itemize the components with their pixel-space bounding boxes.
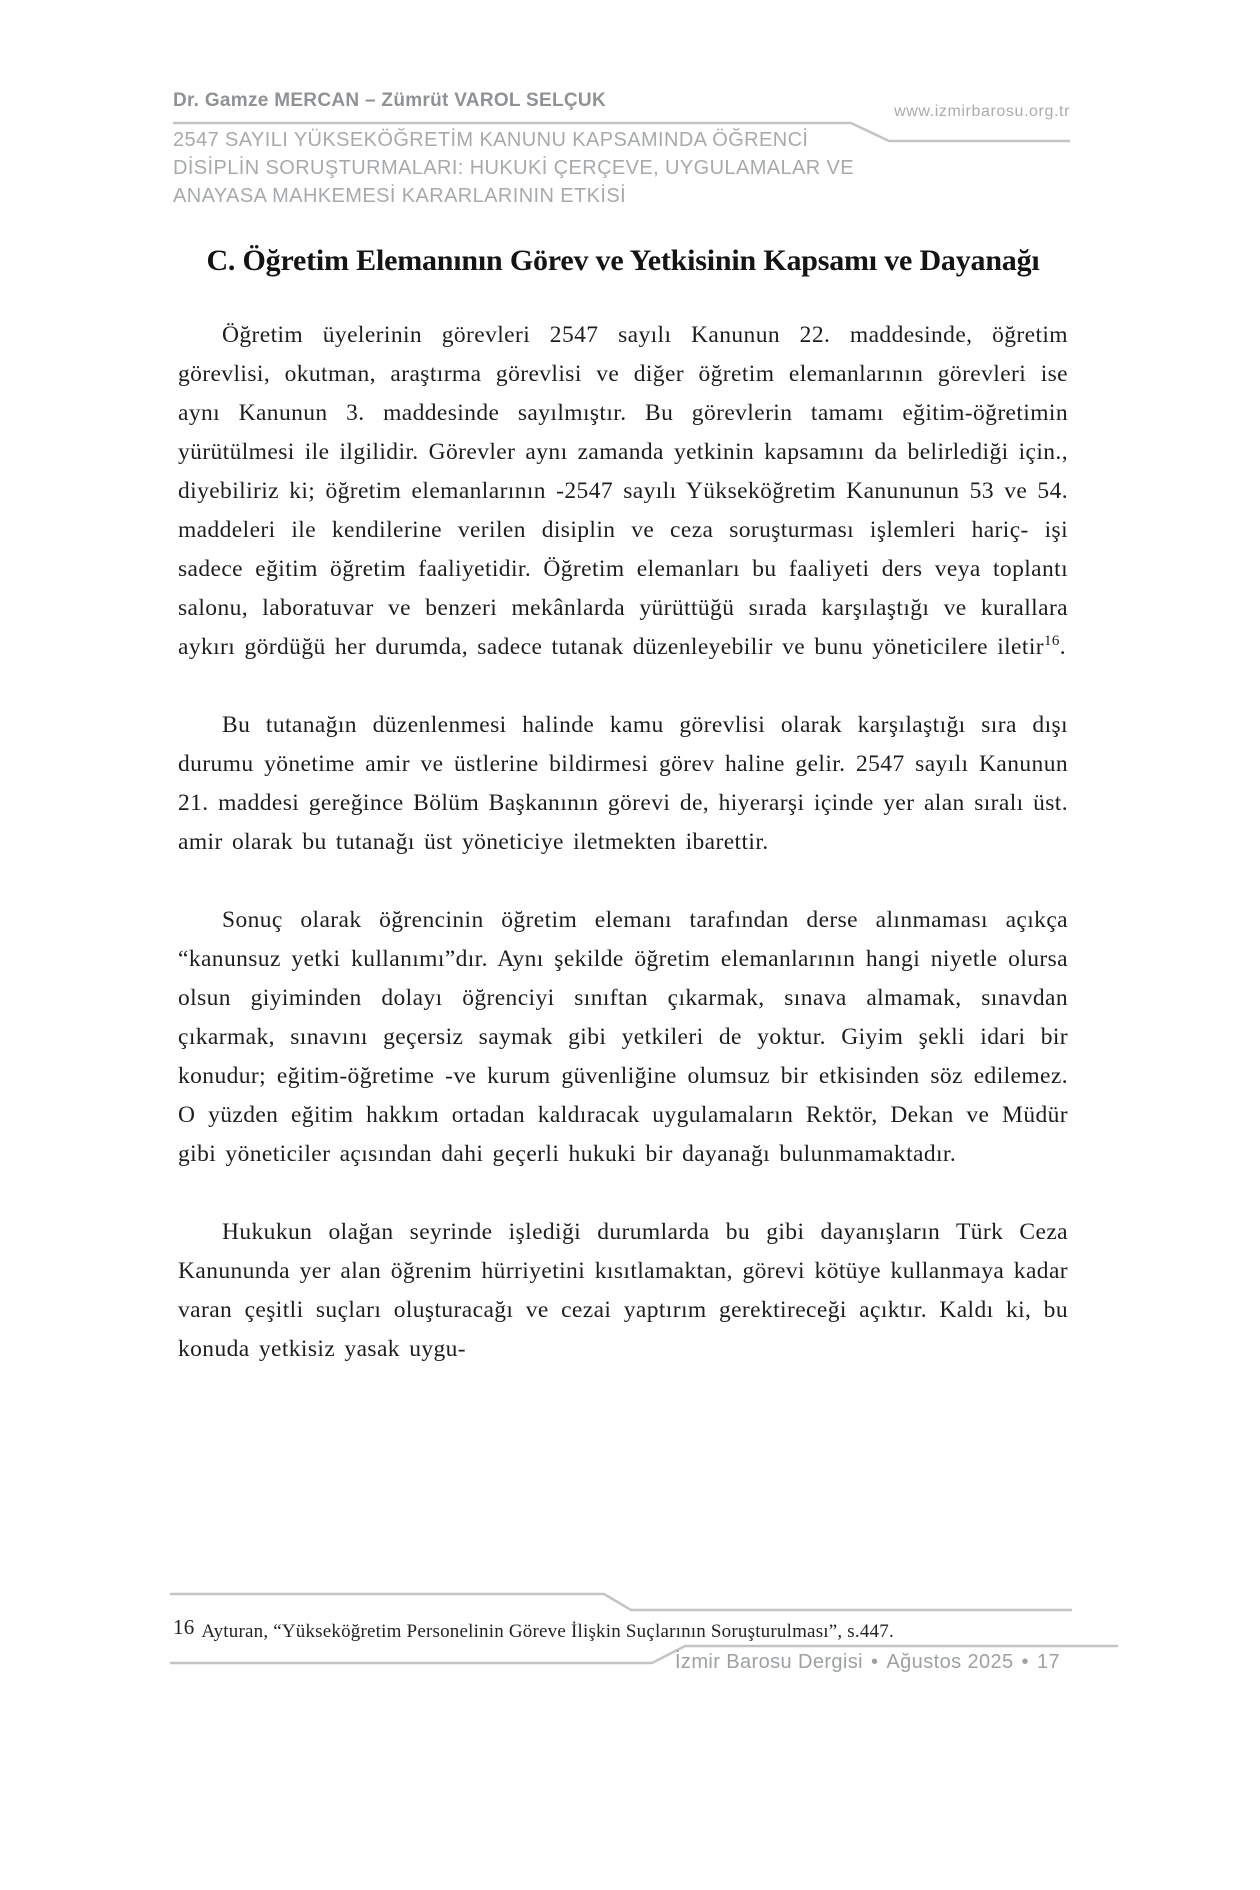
section-heading: C. Öğretim Elemanının Görev ve Yetkisinin Kapsamı ve Dayanağı (206, 244, 1040, 277)
website-url: www.izmirbarosu.org.tr (894, 103, 1070, 120)
page-number: 17 (1036, 1651, 1060, 1673)
footnote (173, 1615, 1073, 1643)
footer-bullet: • (871, 1651, 879, 1673)
paragraph-1-tail: . (1059, 634, 1067, 660)
journal-issue: Ağustos 2025 (886, 1651, 1014, 1673)
paragraph-3: Sonuç olarak öğrencinin öğretim elemanı tarafından derse alınmaması açıkça “kanunsuz yetki kullanımı”dır. Aynı şekilde öğretim elemanlarının hangi niyetle olursa olsun giyiminden dolayı öğrenciyi sınıftan çıkarmak, sınava almamak, sınavdan çıkarmak, sınavını geçersiz saymak gibi yetkileri de yoktur. Giyim şekli idari bir konudur; eğitim-öğretime -ve kurum güvenliğine olumsuz bir etkisinden söz edilemez. O yüzden eğitim hakkım ortadan kaldıracak uygulamaların Rektör, Dekan ve Müdür gibi yöneticiler açısından dahi geçerli hukuki bir dayanağı bulunmamaktadır. (178, 907, 1068, 1167)
article-title (173, 126, 854, 210)
page-footer (675, 1651, 1060, 1674)
article-title-line: ANAYASA MAHKEMESİ KARARLARININ ETKİSİ (173, 185, 627, 207)
footnote-number: 16 (173, 1615, 195, 1639)
journal-name: İzmir Barosu Dergisi (674, 1651, 864, 1673)
footnote-text: Ayturan, “Yükseköğretim Personelinin Göreve İlişkin Suçlarının Soruşturulması”, s.447. (201, 1621, 894, 1642)
paragraph-2: Bu tutanağın düzenlenmesi halinde kamu görevlisi olarak karşılaştığı sıra dışı durumu yönetime amir ve üstlerine bildirmesi görev haline gelir. 2547 sayılı Kanunun 21. maddesi gereğince Bölüm Başkanının görevi de, hiyerarşi içinde yer alan sıralı üst. amir olarak bu tutanağı üst yöneticiye iletmekten ibarettir. (178, 712, 1068, 855)
footnote-reference: 16 (1043, 633, 1060, 650)
footnote-rule (170, 1594, 1072, 1610)
paragraph-1-text: Öğretim üyelerinin görevleri 2547 sayılı Kanunun 22. maddesinde, öğretim görevlisi, okutman, araştırma görevlisi ve diğer öğretim elemanlarının görevleri ise aynı Kanunun 3. maddesinde sayılmıştır. Bu görevlerin tamamı eğitim-öğretimin yürütülmesi ile ilgilidir. Görevler aynı zamanda yetkinin kapsamını da belirlediği için., diyebiliriz ki; öğretim elemanlarının -2547 sayılı Yükseköğretim Kanununun 53 ve 54. maddeleri ile kendilerine verilen disiplin ve ceza soruşturması işlemleri hariç- işi sadece eğitim öğretim faaliyetidir. Öğretim elemanları bu faaliyeti ders veya toplantı salonu, laboratuvar ve benzeri mekânlarda yürüttüğü sırada karşılaştığı ve kurallara aykırı gördüğü her durumda, sadece tutanak düzenleyebilir ve bunu yöneticilere iletir (178, 322, 1068, 660)
article-title-line: 2547 SAYILI YÜKSEKÖĞRETİM KANUNU KAPSAMINDA ÖĞRENCİ (173, 129, 809, 151)
article-body (178, 244, 1068, 1408)
paragraph-4: Hukukun olağan seyrinde işlediği durumlarda bu gibi dayanışların Türk Ceza Kanununda yer alan öğrenim hürriyetini kısıtlamaktan, görevi kötüye kullanmaya kadar varan çeşitli suçları oluşturacağı ve cezai yaptırım gerektireceği açıktır. Kaldı ki, bu konuda yetkisiz yasak uygu- (178, 1219, 1068, 1362)
author-names: Dr. Gamze MERCAN – Zümrüt VAROL SELÇUK (173, 90, 606, 111)
article-title-line: DİSİPLİN SORUŞTURMALARI: HUKUKİ ÇERÇEVE, UYGULAMALAR VE (173, 157, 855, 179)
footer-bullet: • (1021, 1651, 1029, 1673)
paragraph-1 (178, 316, 1068, 667)
